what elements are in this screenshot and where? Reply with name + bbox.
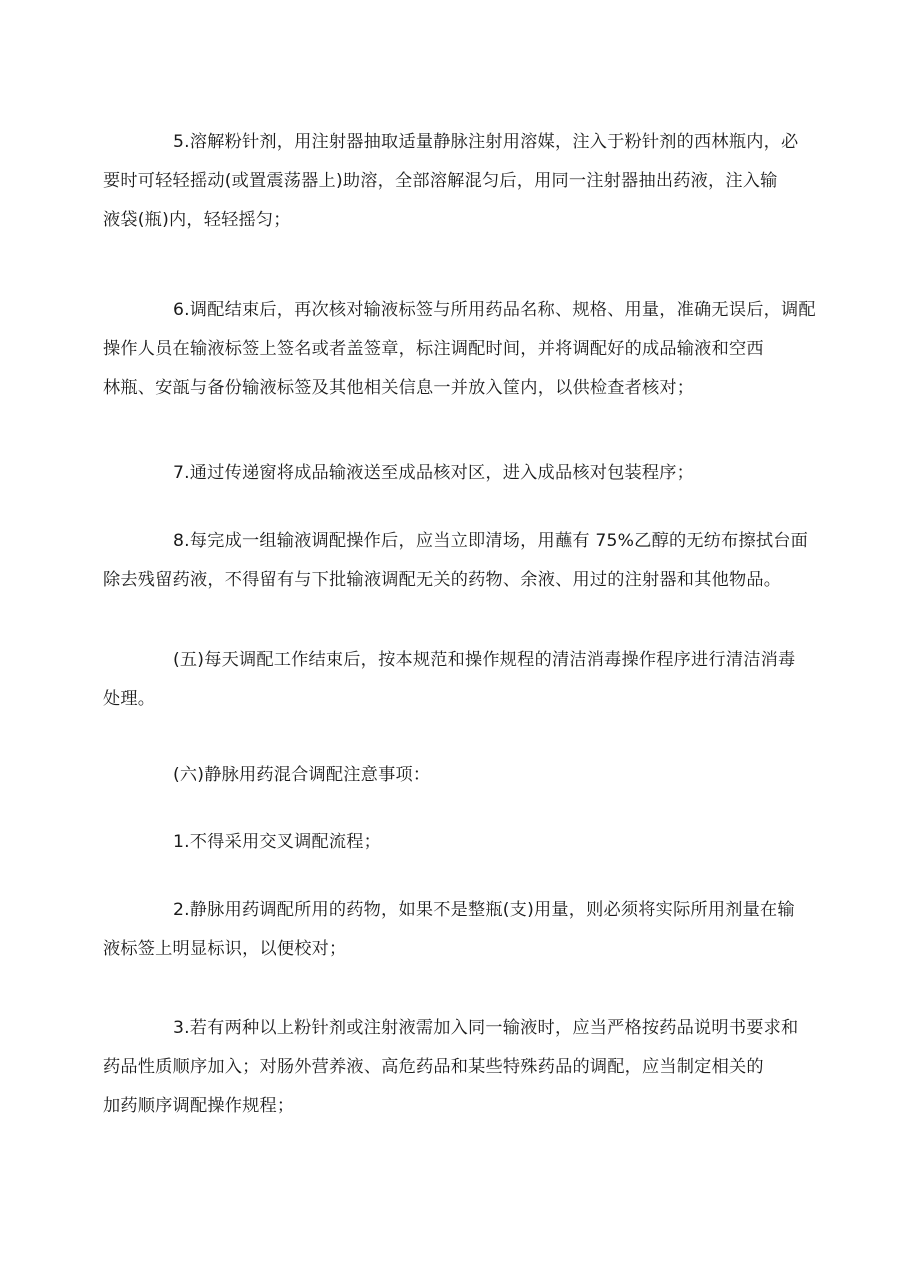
text-line: 1.不得采用交叉调配流程； <box>173 832 382 852</box>
text-line: 处理。 <box>103 689 156 709</box>
text-line: 3.若有两种以上粉针剂或注射液需加入同一输液时，应当严格按药品说明书要求和 <box>173 1018 799 1038</box>
text-line: 加药顺序调配操作规程； <box>103 1096 295 1116</box>
text-line: 2.静脉用药调配所用的药物，如果不是整瓶(支)用量，则必须将实际所用剂量在输 <box>173 900 795 920</box>
paragraph-7-transfer-window <box>138 454 828 493</box>
text-line: 液袋(瓶)内，轻轻摇匀； <box>103 210 291 230</box>
note-1-no-cross-mixing <box>138 823 828 862</box>
text-line: 林瓶、安瓿与备份输液标签及其他相关信息一并放入筐内，以供检查者核对； <box>103 378 695 398</box>
note-3-addition-order <box>103 1009 828 1126</box>
paragraph-8-clean-up <box>103 522 828 600</box>
text-line: 6.调配结束后，再次核对输液标签与所用药品名称、规格、用量，准确无误后，调配 <box>173 300 816 320</box>
text-line: 操作人员在输液标签上签名或者盖签章，标注调配时间，并将调配好的成品输液和空西 <box>103 339 764 359</box>
note-2-partial-dose-labeling <box>103 891 828 969</box>
text-line: 5.溶解粉针剂，用注射器抽取适量静脉注射用溶媒，注入于粉针剂的西林瓶内，必 <box>173 132 799 152</box>
text-line: (六)静脉用药混合调配注意事项： <box>173 765 431 785</box>
text-line: (五)每天调配工作结束后，按本规范和操作规程的清洁消毒操作程序进行清洁消毒 <box>173 650 796 670</box>
text-line: 8.每完成一组输液调配操作后，应当立即清场，用蘸有 75%乙醇的无纺布擦拭台面 <box>173 531 809 551</box>
paragraph-six-notes-heading <box>138 756 828 795</box>
text-line: 药品性质顺序加入；对肠外营养液、高危药品和某些特殊药品的调配，应当制定相关的 <box>103 1057 764 1077</box>
text-line: 要时可轻轻摇动(或置震荡器上)助溶，全部溶解混匀后，用同一注射器抽出药液，注入输 <box>103 171 778 191</box>
text-line: 液标签上明显标识，以便校对； <box>103 939 347 959</box>
paragraph-6-post-mixing-check <box>103 291 828 408</box>
text-line: 除去残留药液，不得留有与下批输液调配无关的药物、余液、用过的注射器和其他物品。 <box>103 570 782 590</box>
text-line: 7.通过传递窗将成品输液送至成品核对区，进入成品核对包装程序； <box>173 463 695 483</box>
paragraph-five-daily-disinfection <box>103 641 828 719</box>
paragraph-5-dissolve-powder <box>103 123 828 240</box>
